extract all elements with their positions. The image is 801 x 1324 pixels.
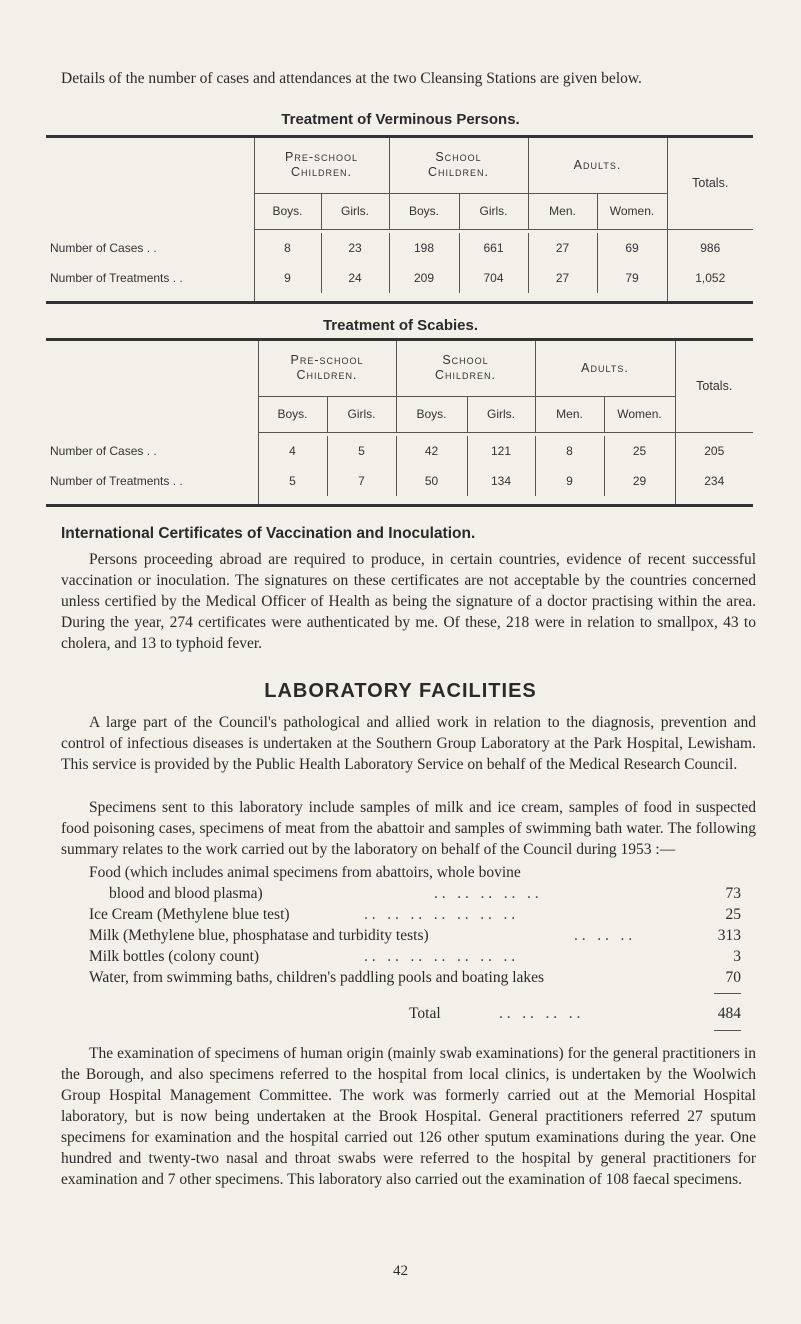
certificates-heading: International Certificates of Vaccination and Inoculation.	[61, 525, 476, 542]
page-number: 42	[393, 1263, 408, 1279]
table-row: Number of Treatments . . 5 7 50 134 9 29 234	[46, 466, 753, 496]
table-row: Number of Treatments . . 9 24 209 704 27 79 1,052	[46, 263, 753, 293]
table-row: Number of Cases . . 4 5 42 121 8 25 205	[46, 436, 753, 466]
table2-adults-header: Adults.	[535, 341, 675, 396]
table2-subheader: Men.	[535, 396, 604, 432]
summary-item: Milk bottles (colony count) . . . . . . . . . . . . . . 3	[89, 948, 741, 965]
table2-pre-school-header: Pre-school Children.	[258, 341, 396, 396]
table2-subheader: Boys.	[396, 396, 467, 432]
laboratory-heading: LABORATORY FACILITIES	[264, 680, 537, 702]
table2-subheader: Girls.	[327, 396, 396, 432]
scabies-table	[46, 338, 753, 507]
table1-school-header: School Children.	[389, 138, 528, 193]
summary-item: Milk (Methylene blue, phosphatase and turbidity tests) . . . . . . 313	[89, 927, 741, 944]
table1-subheader: Women.	[597, 193, 667, 229]
laboratory-paragraph-2: Specimens sent to this laboratory include samples of milk and ice cream, samples of food in suspected food poisoning cases, specimens of meat from the abattoir and samples of swimming bath water. The following summary relates to the work carried out by the laboratory on behalf of the Council during 1953 :—	[61, 799, 756, 858]
laboratory-paragraph-3: The examination of specimens of human origin (mainly swab examinations) for the general practitioners in the Borough, and also specimens referred to the hospital from local clinics, is undertaken by the Woolwich Group Hospital Management Committee. The work was formerly carried out at the Memorial Hospital laboratory, but is now being undertaken at the Brook Hospital. General practitioners referred 27 sputum specimens for examination and the hospital carried out 126 other sputum examinations during the year. One hundred and twenty-two nasal and throat swabs were referred to the hospital by general practitioners for examination and 7 other specimens. This laboratory also carried out the examination of 108 faecal specimens.	[61, 1045, 756, 1188]
table2-totals-header: Totals.	[675, 341, 753, 432]
document-page: Details of the number of cases and attendances at the two Cleansing Stations are given below. Treatment of Verminous Persons. Pre-school Children. School Children. Adults. Totals. Boys. Girls. Boys. Girls. Men. Women. Number of Cases . . 8 23 198 661 27 69 986 Number of Treatments . . 9 24 209 704 27 79 1,052 Treatment of Scabies. Pre-school Children. School Children. Adults. Totals. Boys. Girls. Boys. Girls. Men. Women. Number of Cases . . 4 5 42 121 8 25 205 Number of Treatments . . 5 7 50 134 9 29 234 International Certificates of Vaccination and Inoculation. Persons proceeding abroad are required to produce, in certain countries, evidence of recent successful vaccination or inoculation. The signatures on these certificates are not acceptable by the countries concerned unless certified by the Medical Officer of Health as being the signature of a doctor practising within the area. During the year, 274 certificates were authenticated by me. Of these, 218 were in relation to smallpox, 43 to cholera, and 13 to typhoid fever. LABORATORY FACILITIES A large part of the Council's pathological and allied work in relation to the diagnosis, prevention and control of infectious diseases is undertaken at the Southern Group Laboratory at the Park Hospital, Lewisham. This service is provided by the Public Health Laboratory Service on behalf of the Medical Research Council. Specimens sent to this laboratory include samples of milk and ice cream, samples of food in suspected food poisoning cases, specimens of meat from the abattoir and samples of swimming bath water. The following summary relates to the work carried out by the laboratory on behalf of the Council during 1953 :— Food (which includes animal specimens from abattoirs, whole bovine blood and blood plasma) . . . . . . . . . . 73 Ice Cream (Methylene blue test) . . . . . . . . . . . . . . 25 Milk (Methylene blue, phosphatase and turbidity tests) . . . . . . 313 Milk bottles (colony count) . . . . . . . . . . . . . . 3 Water, from swimming baths, children's paddling pools and boating lakes 70 Total . . . . . . . . 484 The examination of specimens of human origin (mainly swab examinations) for the general practitioners in the Borough, and also specimens referred to the hospital from local clinics, is undertaken by the Woolwich Group Hospital Management Committee. The work was formerly carried out at the Memorial Hospital laboratory, but is now being undertaken at the Brook Hospital. General practitioners referred 27 sputum specimens for examination and the hospital carried out 126 other sputum examinations during the year. One hundred and twenty-two nasal and throat swabs were referred to the hospital by general practitioners for examination and 7 other specimens. This laboratory also carried out the examination of 108 faecal specimens. 42	[0, 0, 801, 1324]
intro-text: Details of the number of cases and attendances at the two Cleansing Stations are given below.	[61, 70, 642, 87]
table1-subheader: Girls.	[459, 193, 528, 229]
table2-subheader: Girls.	[467, 396, 535, 432]
table1-subheader: Boys.	[389, 193, 459, 229]
table2-title: Treatment of Scabies.	[322, 317, 479, 334]
laboratory-paragraph-1: A large part of the Council's pathological and allied work in relation to the diagnosis, prevention and control of infectious diseases is undertaken at the Southern Group Laboratory at the Park Hospital, Lewisham. This service is provided by the Public Health Laboratory Service on behalf of the Medical Research Council.	[61, 714, 756, 773]
summary-item: Ice Cream (Methylene blue test) . . . . . . . . . . . . . . 25	[89, 906, 741, 923]
table1-subheader: Girls.	[321, 193, 389, 229]
divider	[714, 993, 741, 994]
table1-subheader: Boys.	[254, 193, 321, 229]
table2-school-header: School Children.	[396, 341, 535, 396]
table1-title: Treatment of Verminous Persons.	[281, 111, 520, 128]
table-row: Number of Cases . . 8 23 198 661 27 69 986	[46, 233, 753, 263]
table1-totals-header: Totals.	[667, 138, 753, 229]
verminous-persons-table	[46, 135, 753, 304]
table1-pre-school-header: Pre-school Children.	[254, 138, 389, 193]
summary-item: blood and blood plasma) . . . . . . . . . . 73	[109, 885, 741, 902]
table1-subheader: Men.	[528, 193, 597, 229]
summary-item: Food (which includes animal specimens from abattoirs, whole bovine	[89, 864, 521, 881]
summary-item: Water, from swimming baths, children's paddling pools and boating lakes 70	[89, 969, 741, 986]
certificates-paragraph: Persons proceeding abroad are required to produce, in certain countries, evidence of recent successful vaccination or inoculation. The signatures on these certificates are not acceptable by the countries concerned unless certified by the Medical Officer of Health as being the signature of a doctor practising within the area. During the year, 274 certificates were authenticated by me. Of these, 218 were in relation to smallpox, 43 to cholera, and 13 to typhoid fever.	[61, 551, 756, 652]
table2-subheader: Boys.	[258, 396, 327, 432]
divider	[714, 1030, 741, 1031]
table1-adults-header: Adults.	[528, 138, 667, 193]
table2-subheader: Women.	[604, 396, 675, 432]
